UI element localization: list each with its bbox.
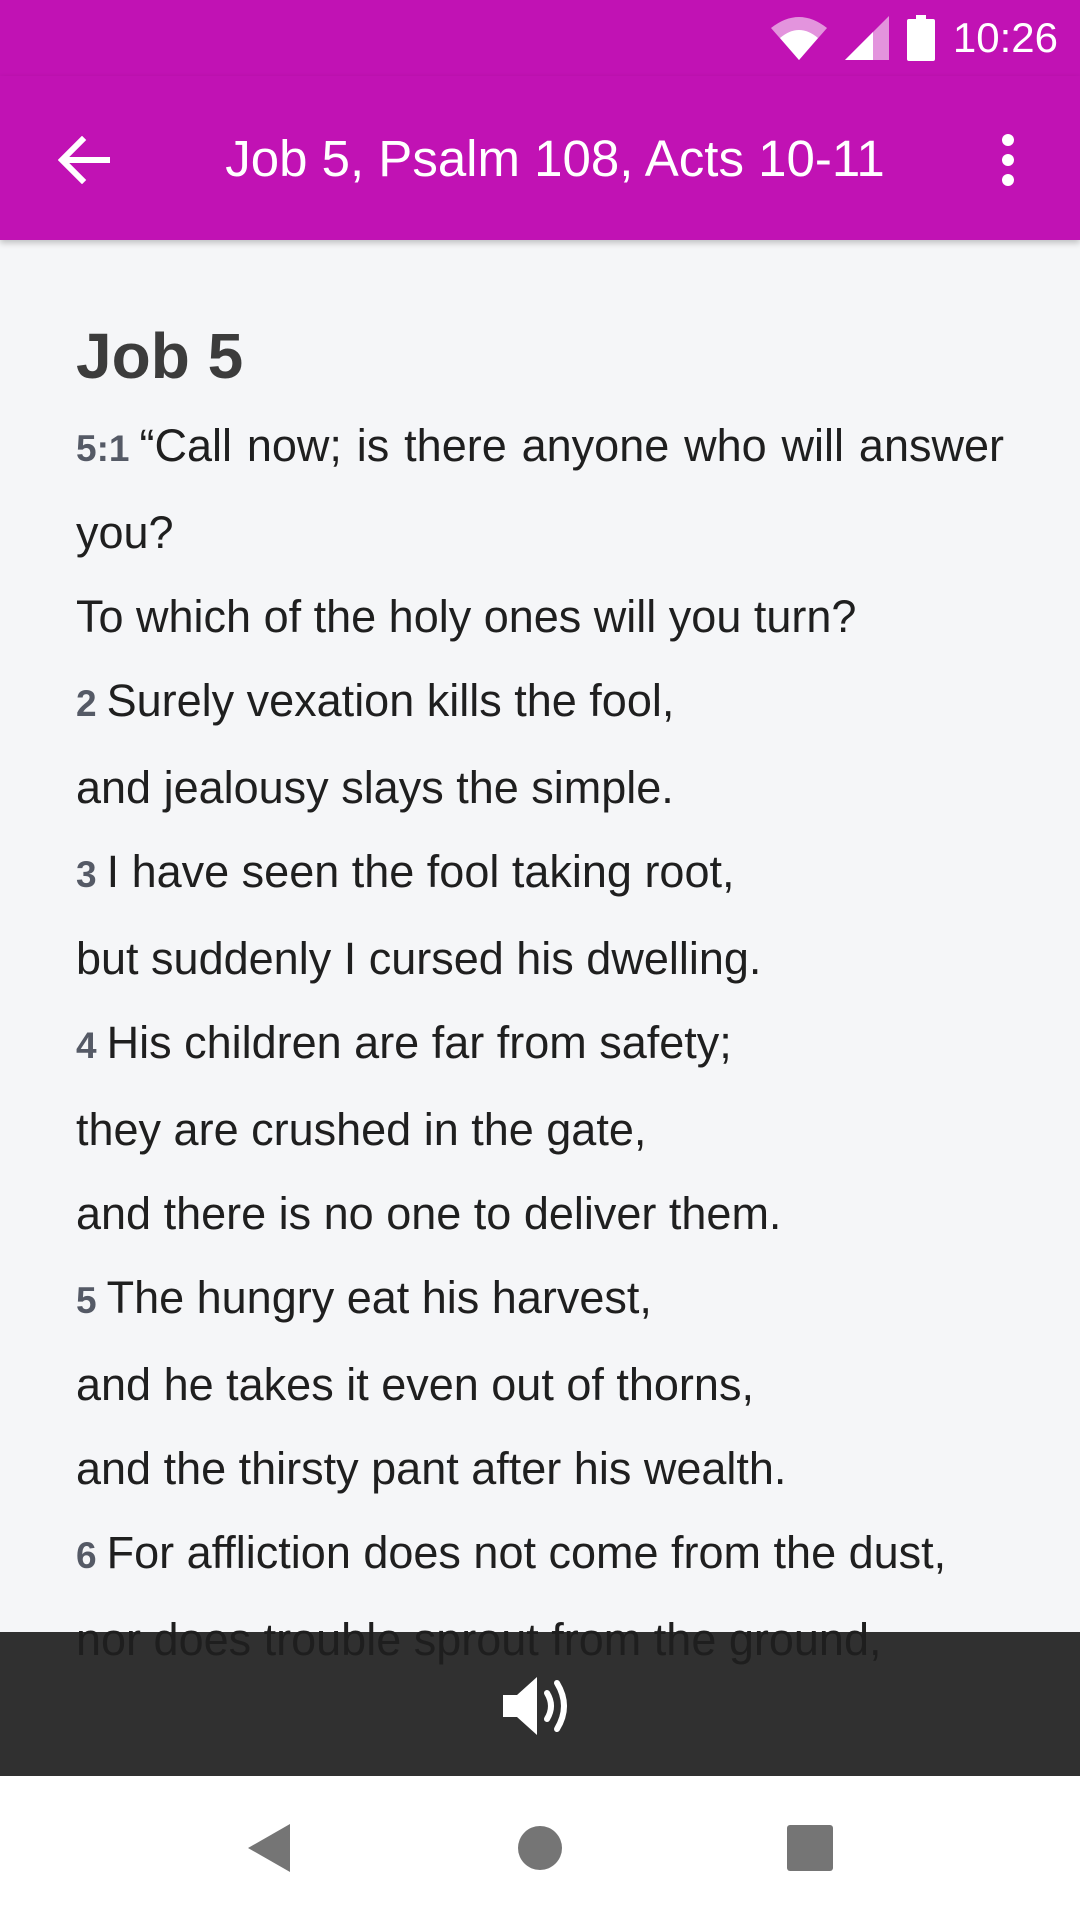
nav-recents-button[interactable]: [774, 1812, 846, 1884]
verse-line: [76, 575, 1004, 659]
verse-number: 6: [76, 1535, 97, 1576]
battery-icon: [907, 15, 935, 61]
more-options-button[interactable]: [972, 124, 1044, 196]
verse-text: To which of the holy ones will you turn?: [76, 591, 857, 642]
app-bar: [0, 76, 1080, 240]
verse-line: [76, 917, 1004, 1001]
more-vert-icon: [1000, 134, 1016, 186]
verse-line: [76, 1001, 1004, 1088]
verse-number: 5: [76, 1280, 97, 1321]
cell-signal-icon: [845, 16, 889, 60]
verse-text: For affliction does not come from the dust,: [106, 1527, 947, 1578]
page-title: Job 5, Psalm 108, Acts 10-11: [225, 129, 885, 187]
verse-text: and the thirsty pant after his wealth.: [76, 1443, 787, 1494]
verse-text: and he takes it even out of thorns,: [76, 1359, 754, 1410]
verse-text: The hungry eat his harvest,: [106, 1272, 652, 1323]
nav-recents-icon: [787, 1825, 833, 1871]
verse-number: 5:1: [76, 428, 130, 469]
status-bar: [0, 0, 1080, 76]
reading-content[interactable]: [76, 240, 1004, 1776]
audio-play-button[interactable]: [494, 1668, 584, 1744]
verse-line: [76, 1172, 1004, 1256]
verse-text: “Call now; is there anyone who will answer you?: [76, 420, 1004, 558]
verse-line: [76, 1343, 1004, 1427]
verse-text: they are crushed in the gate,: [76, 1104, 647, 1155]
nav-home-button[interactable]: [504, 1812, 576, 1884]
verse-line: [76, 1511, 1004, 1598]
verse-line: [76, 1256, 1004, 1343]
verse-line: [76, 830, 1004, 917]
nav-back-button[interactable]: [232, 1812, 304, 1884]
system-nav-bar: [0, 1776, 1080, 1920]
wifi-icon: [771, 16, 827, 60]
verse-line: [76, 404, 1004, 575]
verse-line: [76, 659, 1004, 746]
verse-number: 2: [76, 683, 97, 724]
verse-text: Surely vexation kills the fool,: [106, 675, 675, 726]
verse-text: I have seen the fool taking root,: [106, 846, 735, 897]
back-button[interactable]: [48, 124, 120, 196]
verse-line: [76, 1088, 1004, 1172]
speaker-icon: [499, 1671, 579, 1741]
status-icons: [771, 10, 1058, 66]
verse-number: 4: [76, 1025, 97, 1066]
verse-text: and jealousy slays the simple.: [76, 762, 674, 813]
nav-back-icon: [244, 1822, 292, 1874]
verse-text: but suddenly I cursed his dwelling.: [76, 933, 762, 984]
verse-line: [76, 746, 1004, 830]
status-time: 10:26: [952, 14, 1058, 61]
arrow-back-icon: [58, 136, 110, 184]
chapter-title: Job 5: [76, 320, 244, 392]
verse-line: [76, 1427, 1004, 1511]
audio-player-bar: [0, 1632, 1080, 1776]
nav-home-icon: [517, 1825, 563, 1871]
verse-number: 3: [76, 854, 97, 895]
verse-text: His children are far from safety;: [106, 1017, 732, 1068]
verse-text: and there is no one to deliver them.: [76, 1188, 782, 1239]
